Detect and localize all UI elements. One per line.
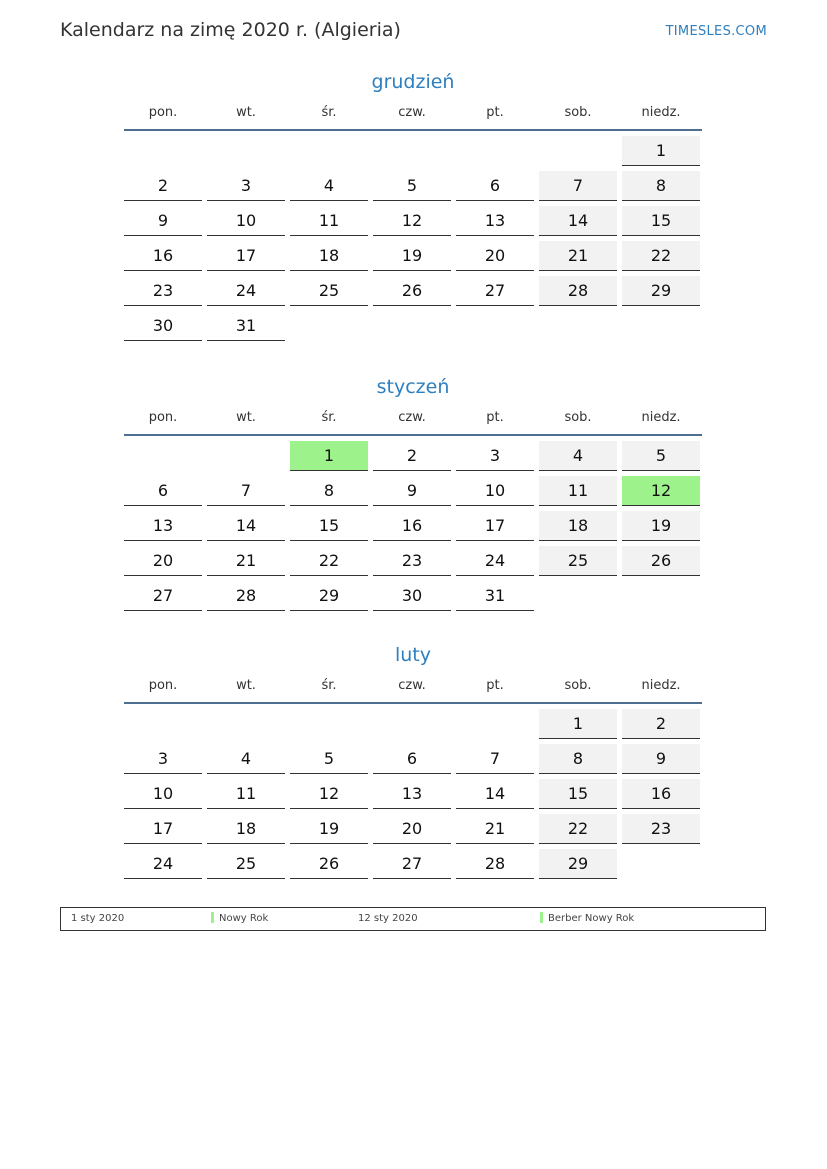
day-cell: 27 <box>373 849 451 879</box>
weekday-label: sob. <box>564 105 592 120</box>
day-cell: 19 <box>622 511 700 541</box>
day-cell: 17 <box>207 241 285 271</box>
day-cell: 9 <box>124 206 202 236</box>
weekday-label: śr. <box>321 678 337 693</box>
day-cell: 29 <box>622 276 700 306</box>
day-cell: 4 <box>290 171 368 201</box>
day-cell: 27 <box>456 276 534 306</box>
day-cell: 29 <box>290 581 368 611</box>
weekday-label: wt. <box>236 678 256 693</box>
day-cell: 7 <box>456 744 534 774</box>
weekday-label: pon. <box>148 678 178 693</box>
legend-holiday <box>540 908 634 930</box>
day-cell: 29 <box>539 849 617 879</box>
day-cell: 17 <box>124 814 202 844</box>
day-cell: 15 <box>290 511 368 541</box>
empty-cell <box>456 136 534 166</box>
day-cell: 2 <box>373 441 451 471</box>
day-cell: 18 <box>539 511 617 541</box>
day-cell: 15 <box>622 206 700 236</box>
month-december <box>124 68 702 341</box>
day-cell: 13 <box>456 206 534 236</box>
day-cell: 23 <box>622 814 700 844</box>
legend-date: 1 sty 2020 <box>71 913 125 924</box>
day-cell: 26 <box>622 546 700 576</box>
day-cell: 9 <box>622 744 700 774</box>
holiday-day-cell: 1 <box>290 441 368 471</box>
day-cell: 19 <box>290 814 368 844</box>
holiday-color-marker <box>540 912 543 923</box>
empty-cell <box>124 709 202 739</box>
day-cell: 8 <box>290 476 368 506</box>
day-cell: 5 <box>373 171 451 201</box>
day-cell: 21 <box>207 546 285 576</box>
legend-date: 12 sty 2020 <box>358 913 418 924</box>
days-grid <box>124 136 702 341</box>
day-cell: 31 <box>207 311 285 341</box>
day-cell: 17 <box>456 511 534 541</box>
empty-cell <box>124 136 202 166</box>
day-cell: 20 <box>124 546 202 576</box>
weekday-label: wt. <box>236 105 256 120</box>
day-cell: 18 <box>207 814 285 844</box>
weekday-header <box>124 408 702 436</box>
empty-cell <box>290 136 368 166</box>
holiday-legend <box>60 907 766 931</box>
legend-holiday-name: Berber Nowy Rok <box>548 913 635 924</box>
page-title: Kalendarz na zimę 2020 r. (Algieria) <box>60 19 401 41</box>
empty-cell <box>373 709 451 739</box>
empty-cell <box>373 136 451 166</box>
empty-cell <box>456 709 534 739</box>
day-cell: 4 <box>539 441 617 471</box>
day-cell: 31 <box>456 581 534 611</box>
day-cell: 22 <box>290 546 368 576</box>
empty-cell <box>207 709 285 739</box>
weekday-label: sob. <box>564 678 592 693</box>
day-cell: 11 <box>290 206 368 236</box>
month-february <box>124 641 702 879</box>
day-cell: 16 <box>373 511 451 541</box>
day-cell: 2 <box>124 171 202 201</box>
weekday-label: śr. <box>321 410 337 425</box>
holiday-color-marker <box>211 912 214 923</box>
day-cell: 18 <box>290 241 368 271</box>
day-cell: 13 <box>373 779 451 809</box>
day-cell: 21 <box>539 241 617 271</box>
day-cell: 12 <box>290 779 368 809</box>
day-cell: 5 <box>290 744 368 774</box>
day-cell: 6 <box>373 744 451 774</box>
day-cell: 27 <box>124 581 202 611</box>
day-cell: 20 <box>373 814 451 844</box>
day-cell: 6 <box>124 476 202 506</box>
day-cell: 26 <box>290 849 368 879</box>
day-cell: 16 <box>622 779 700 809</box>
empty-cell <box>124 441 202 471</box>
day-cell: 24 <box>124 849 202 879</box>
weekday-label: czw. <box>398 678 426 693</box>
day-cell: 30 <box>373 581 451 611</box>
weekday-header <box>124 103 702 131</box>
day-cell: 25 <box>290 276 368 306</box>
day-cell: 10 <box>207 206 285 236</box>
day-cell: 19 <box>373 241 451 271</box>
day-cell: 2 <box>622 709 700 739</box>
month-name: styczeń <box>376 376 450 398</box>
weekday-header <box>124 676 702 704</box>
day-cell: 30 <box>124 311 202 341</box>
day-cell: 3 <box>124 744 202 774</box>
day-cell: 20 <box>456 241 534 271</box>
day-cell: 23 <box>373 546 451 576</box>
day-cell: 14 <box>207 511 285 541</box>
weekday-label: czw. <box>398 105 426 120</box>
holiday-day-cell: 12 <box>622 476 700 506</box>
weekday-label: czw. <box>398 410 426 425</box>
day-cell: 21 <box>456 814 534 844</box>
day-cell: 4 <box>207 744 285 774</box>
empty-cell <box>539 136 617 166</box>
day-cell: 25 <box>539 546 617 576</box>
weekday-label: niedz. <box>641 678 681 693</box>
legend-holiday <box>211 908 268 930</box>
day-cell: 5 <box>622 441 700 471</box>
empty-cell <box>290 709 368 739</box>
day-cell: 28 <box>539 276 617 306</box>
site-link[interactable]: TIMESLES.COM <box>665 24 767 39</box>
day-cell: 28 <box>456 849 534 879</box>
day-cell: 28 <box>207 581 285 611</box>
day-cell: 3 <box>207 171 285 201</box>
day-cell: 13 <box>124 511 202 541</box>
day-cell: 16 <box>124 241 202 271</box>
weekday-label: niedz. <box>641 410 681 425</box>
day-cell: 11 <box>207 779 285 809</box>
empty-cell <box>207 441 285 471</box>
day-cell: 26 <box>373 276 451 306</box>
day-cell: 8 <box>539 744 617 774</box>
day-cell: 10 <box>124 779 202 809</box>
day-cell: 3 <box>456 441 534 471</box>
day-cell: 22 <box>539 814 617 844</box>
weekday-label: niedz. <box>641 105 681 120</box>
day-cell: 6 <box>456 171 534 201</box>
day-cell: 11 <box>539 476 617 506</box>
days-grid <box>124 709 702 879</box>
day-cell: 14 <box>456 779 534 809</box>
day-cell: 10 <box>456 476 534 506</box>
month-january <box>124 373 702 611</box>
weekday-label: pt. <box>486 410 504 425</box>
day-cell: 1 <box>622 136 700 166</box>
weekday-label: pt. <box>486 105 504 120</box>
weekday-label: wt. <box>236 410 256 425</box>
day-cell: 22 <box>622 241 700 271</box>
days-grid <box>124 441 702 611</box>
day-cell: 7 <box>207 476 285 506</box>
day-cell: 1 <box>539 709 617 739</box>
day-cell: 14 <box>539 206 617 236</box>
day-cell: 23 <box>124 276 202 306</box>
day-cell: 12 <box>373 206 451 236</box>
month-name: luty <box>394 644 431 666</box>
weekday-label: pon. <box>148 105 178 120</box>
day-cell: 9 <box>373 476 451 506</box>
weekday-label: śr. <box>321 105 337 120</box>
day-cell: 15 <box>539 779 617 809</box>
day-cell: 24 <box>456 546 534 576</box>
weekday-label: sob. <box>564 410 592 425</box>
day-cell: 25 <box>207 849 285 879</box>
weekday-label: pon. <box>148 410 178 425</box>
month-name: grudzień <box>371 71 455 93</box>
day-cell: 24 <box>207 276 285 306</box>
legend-holiday-name: Nowy Rok <box>219 913 269 924</box>
day-cell: 8 <box>622 171 700 201</box>
weekday-label: pt. <box>486 678 504 693</box>
day-cell: 7 <box>539 171 617 201</box>
empty-cell <box>207 136 285 166</box>
